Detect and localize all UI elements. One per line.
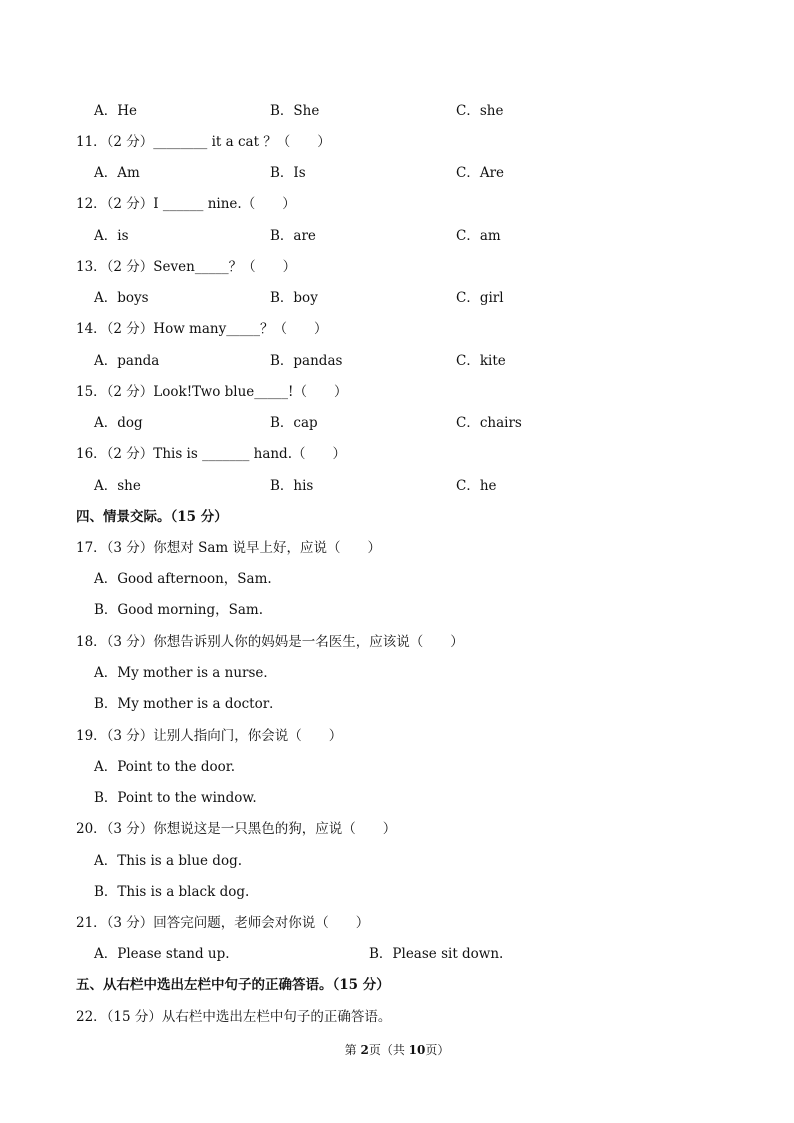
question-20-stem: 20．（3 分）你想说这是一只黑色的狗，应说（ ） <box>76 821 397 837</box>
question-13-option-b: B．boy <box>270 290 318 306</box>
question-13-option-c: C．girl <box>456 290 504 306</box>
question-19-option-a: A．Point to the door. <box>94 759 236 775</box>
section-4-heading: 四、情景交际。（15 分） <box>76 509 228 525</box>
question-20-option-b: B．This is a black dog. <box>94 884 250 900</box>
question-15-stem: 15．（2 分）Look!Two blue_____!（ ） <box>76 384 348 400</box>
question-19-stem: 19．（3 分）让别人指向门，你会说（ ） <box>76 728 343 744</box>
question-16-option-a: A．she <box>94 478 141 494</box>
question-14-option-a: A．panda <box>94 353 160 369</box>
question-15-option-a: A．dog <box>94 415 143 431</box>
question-18-option-a: A．My mother is a nurse． <box>94 665 277 681</box>
footer-middle: 页（共 <box>368 1043 409 1057</box>
footer-page-number: 2 <box>360 1043 369 1057</box>
footer-prefix: 第 <box>344 1043 361 1057</box>
question-12-option-a: A．is <box>94 228 129 244</box>
question-12-option-b: B．are <box>270 228 316 244</box>
footer-suffix: 页） <box>425 1043 450 1057</box>
top-option-a: A．He <box>94 103 138 119</box>
question-17-stem: 17．（3 分）你想对 Sam 说早上好，应说（ ） <box>76 540 381 556</box>
question-14-stem: 14．（2 分）How many_____？（ ） <box>76 321 328 337</box>
question-14-option-b: B．pandas <box>270 353 343 369</box>
top-option-b: B．She <box>270 103 320 119</box>
question-11-option-b: B．Is <box>270 165 306 181</box>
question-15-option-c: C．chairs <box>456 415 522 431</box>
section-5-heading: 五、从右栏中选出左栏中句子的正确答语。（15 分） <box>76 977 390 993</box>
question-11-option-c: C．Are <box>456 165 505 181</box>
question-21-stem: 21．（3 分）回答完问题，老师会对你说（ ） <box>76 915 370 931</box>
question-21-option-b: B．Please sit down. <box>369 946 504 962</box>
page-footer <box>0 1042 794 1058</box>
question-13-stem: 13．（2 分）Seven_____？（ ） <box>76 259 297 275</box>
top-option-c: C．she <box>456 103 504 119</box>
footer-total-pages: 10 <box>408 1043 426 1057</box>
question-12-option-c: C．am <box>456 228 501 244</box>
question-16-option-c: C．he <box>456 478 497 494</box>
question-13-option-a: A．boys <box>94 290 149 306</box>
question-14-option-c: C．kite <box>456 353 506 369</box>
question-16-option-b: B．his <box>270 478 314 494</box>
question-15-option-b: B．cap <box>270 415 318 431</box>
question-11-stem: 11．（2 分）________ it a cat ？（ ） <box>76 134 331 150</box>
question-11-option-a: A．Am <box>94 165 140 181</box>
question-18-stem: 18．（3 分）你想告诉别人你的妈妈是一名医生，应该说（ ） <box>76 634 464 650</box>
question-18-option-b: B．My mother is a doctor． <box>94 696 283 712</box>
question-16-stem: 16．（2 分）This is _______ hand.（ ） <box>76 446 346 462</box>
question-22-stem: 22．（15 分）从右栏中选出左栏中句子的正确答语。 <box>76 1009 392 1025</box>
question-17-option-b: B．Good morning，Sam. <box>94 602 264 618</box>
question-17-option-a: A．Good afternoon，Sam. <box>94 571 272 587</box>
question-20-option-a: A．This is a blue dog. <box>94 853 242 869</box>
question-12-stem: 12．（2 分）I ______ nine.（ ） <box>76 196 296 212</box>
question-21-option-a: A．Please stand up. <box>94 946 230 962</box>
question-19-option-b: B．Point to the window. <box>94 790 257 806</box>
